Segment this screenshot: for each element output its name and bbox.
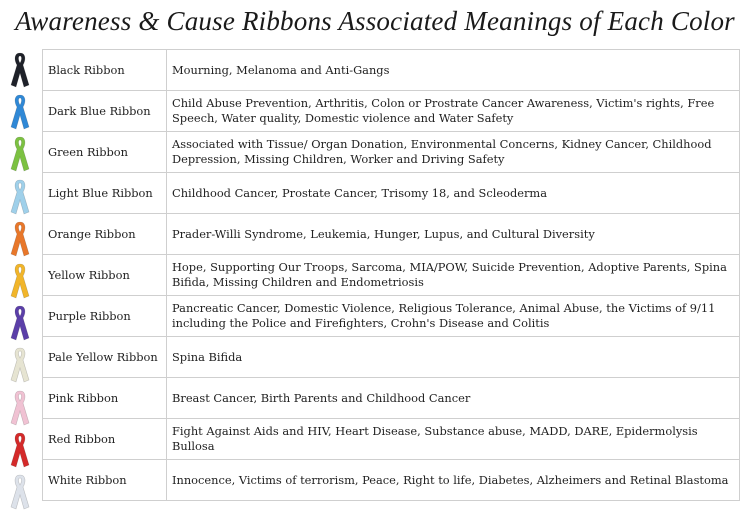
ribbon-name: Dark Blue Ribbon <box>43 91 167 132</box>
ribbon-name: Yellow Ribbon <box>43 255 167 296</box>
table-row <box>43 296 740 337</box>
ribbon-icon <box>4 429 36 471</box>
ribbon-meaning: Childhood Cancer, Prostate Cancer, Trisomy 18, and Scleoderma <box>167 173 740 214</box>
ribbon-icon <box>4 91 36 133</box>
ribbon-meaning: Innocence, Victims of terrorism, Peace, Right to life, Diabetes, Alzheimers and Retinal Blastoma <box>167 460 740 501</box>
ribbon-icon <box>4 387 36 429</box>
ribbon-meaning: Fight Against Aids and HIV, Heart Disease, Substance abuse, MADD, DARE, Epidermolysis Bullosa <box>167 419 740 460</box>
ribbon-meaning: Child Abuse Prevention, Arthritis, Colon or Prostrate Cancer Awareness, Victim's rights, Free Speech, Water quality, Domestic violence and Water Safety <box>167 91 740 132</box>
ribbon-name: Pale Yellow Ribbon <box>43 337 167 378</box>
table-row <box>43 255 740 296</box>
table-row <box>43 91 740 132</box>
ribbon-meaning: Prader-Willi Syndrome, Leukemia, Hunger, Lupus, and Cultural Diversity <box>167 214 740 255</box>
ribbon-table <box>42 49 740 501</box>
ribbon-name: Red Ribbon <box>43 419 167 460</box>
table-row <box>43 378 740 419</box>
ribbon-name: Orange Ribbon <box>43 214 167 255</box>
ribbon-meaning: Spina Bifida <box>167 337 740 378</box>
page-title: Awareness & Cause Ribbons Associated Meanings of Each Color <box>15 6 735 36</box>
ribbon-icon <box>4 471 36 513</box>
table-row <box>43 337 740 378</box>
ribbon-column <box>4 49 36 513</box>
ribbon-meaning: Associated with Tissue/ Organ Donation, Environmental Concerns, Kidney Cancer, Childhood Depression, Missing Children, Worker and Driving Safety <box>167 132 740 173</box>
ribbon-name: Black Ribbon <box>43 50 167 91</box>
ribbon-meaning: Pancreatic Cancer, Domestic Violence, Religious Tolerance, Animal Abuse, the Victims of 9/11 including the Police and Firefighters, Crohn's Disease and Colitis <box>167 296 740 337</box>
ribbon-meaning: Mourning, Melanoma and Anti-Gangs <box>167 50 740 91</box>
table-row <box>43 50 740 91</box>
ribbon-icon <box>4 49 36 91</box>
ribbon-name: Green Ribbon <box>43 132 167 173</box>
table-row <box>43 214 740 255</box>
ribbon-name: Light Blue Ribbon <box>43 173 167 214</box>
table-row <box>43 173 740 214</box>
ribbon-name: White Ribbon <box>43 460 167 501</box>
ribbon-icon <box>4 344 36 386</box>
ribbon-icon <box>4 260 36 302</box>
ribbon-name: Pink Ribbon <box>43 378 167 419</box>
ribbon-name: Purple Ribbon <box>43 296 167 337</box>
table-row <box>43 419 740 460</box>
ribbon-icon <box>4 133 36 175</box>
ribbon-icon <box>4 176 36 218</box>
ribbon-meaning: Breast Cancer, Birth Parents and Childhood Cancer <box>167 378 740 419</box>
table-row <box>43 460 740 501</box>
ribbon-meaning: Hope, Supporting Our Troops, Sarcoma, MIA/POW, Suicide Prevention, Adoptive Parents, Spina Bifida, Missing Children and Endometriosis <box>167 255 740 296</box>
ribbon-icon <box>4 302 36 344</box>
ribbon-icon <box>4 218 36 260</box>
table-row <box>43 132 740 173</box>
